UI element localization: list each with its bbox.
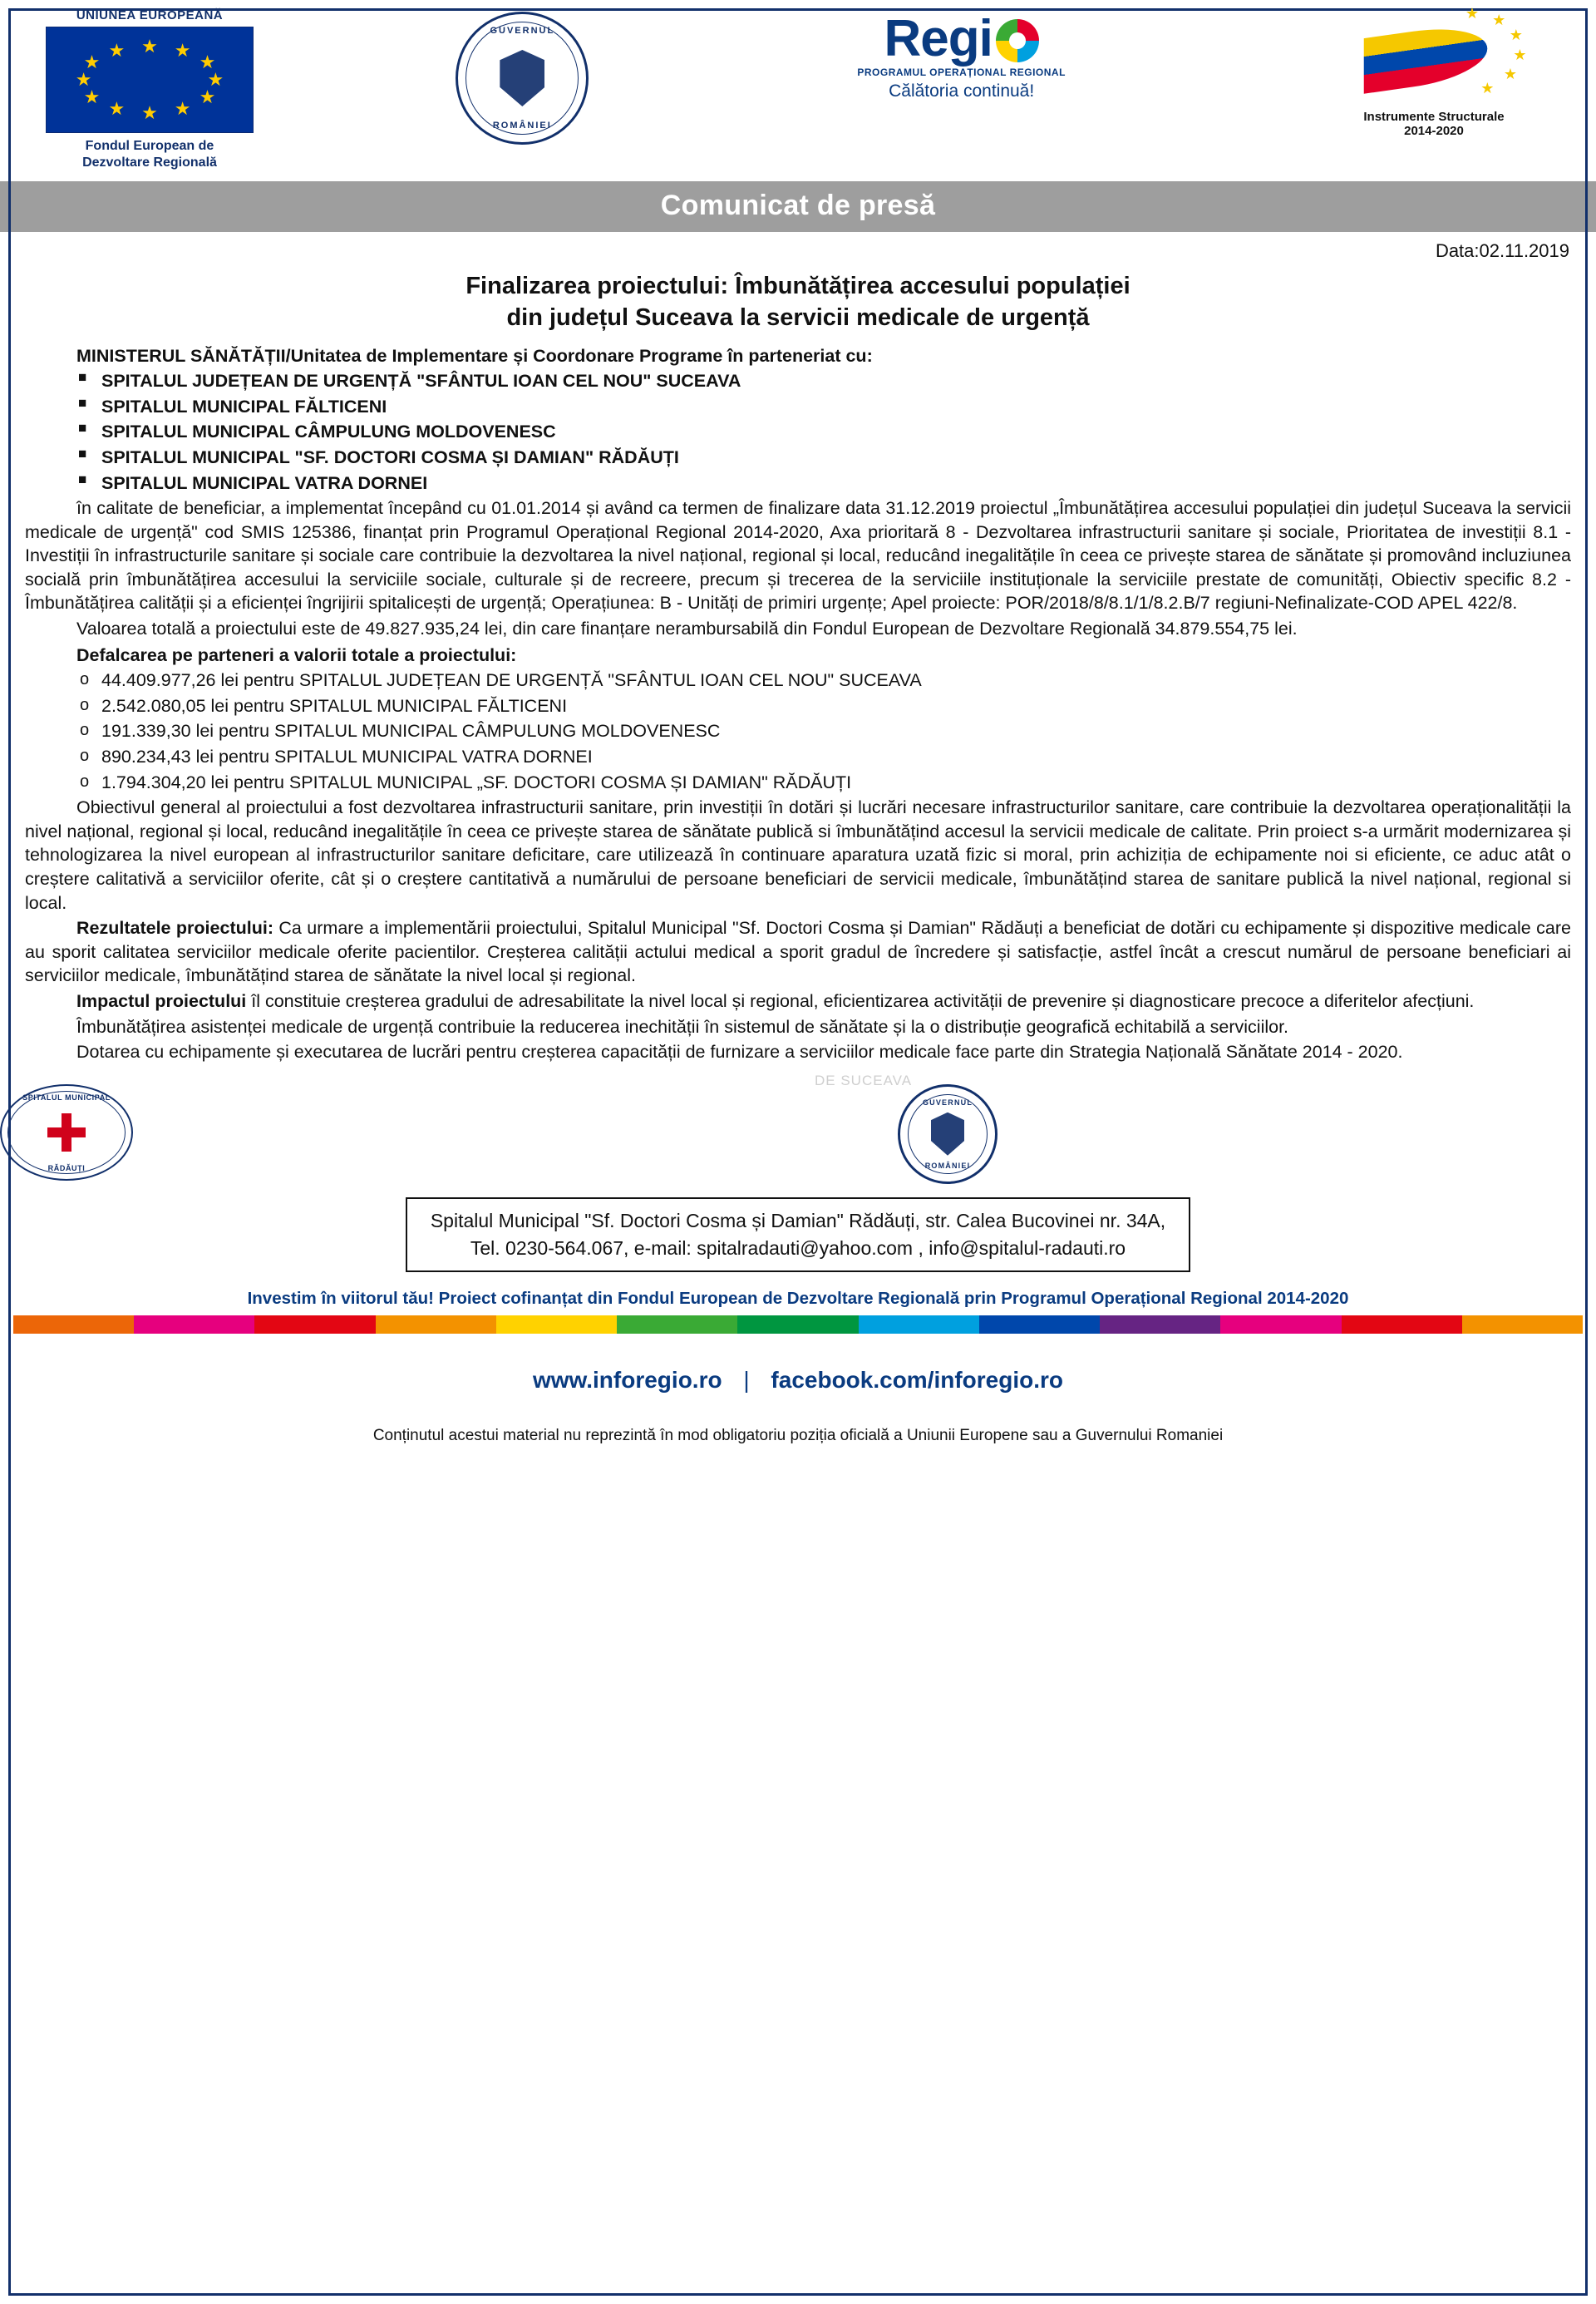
page-title-line2: din județul Suceava la servicii medicale de urgență xyxy=(506,304,1090,332)
contact-box xyxy=(406,1197,1190,1273)
contact-phone-email: Tel. 0230-564.067, e-mail: spitalradauti@yahoo.com , info@spitalul-radauti.ro xyxy=(470,1237,1126,1260)
impact-label: Impactul proiectului xyxy=(76,990,247,1011)
partner-list xyxy=(25,369,1571,495)
structural-instruments-line1: Instrumente Structurale xyxy=(1363,110,1505,124)
paragraph-project-description: în calitate de beneficiar, a implementat începând cu 01.01.2014 și având ca termen de finalizare data 31.12.2019 proiectul „Îmbunătățirea accesului populației din județul Suceava la servicii medicale de urgență" cod SMIS 125386, finanțat prin Programul Operațional Regional 2014-2020, Axa prioritară 8 - Dezvoltarea infrastructurii sanitare și sociale, Prioritatea de investiții 8.1 - Investiții în infrastructurile sanitare și sociale care contribuie la dezvoltarea la nivel național, regional și local, reducând inegalitățile în ceea ce privește starea de sănătate și promovând incluziunea socială prin îmbunătățirea accesului la serviciile sociale, culturale și de recreere, precum și trecerea de la serviciile instituționale la serviciile prestate de comunități, Obiectiv specific 8.2 - Îmbunătățirea calității și a eficienței îngrijirii spitalicești de urgență; Operațiunea: B - Unități de primiri urgențe; Apel proiecte: POR/2018/8/8.1/1/8.2.B/7 regiuni-Nefinalizate-COD APEL 422/8. xyxy=(25,498,1571,614)
footer-government-seal-top-text: GUVERNUL xyxy=(922,1098,973,1107)
regio-logo xyxy=(771,8,1153,101)
breakdown-heading: Defalcarea pe parteneri a valorii totale a proiectului: xyxy=(76,644,517,665)
structural-instruments-line2: 2014-2020 xyxy=(1404,124,1464,138)
list-item: ■ SPITALUL JUDEȚEAN DE URGENȚĂ "SFÂNTUL IOAN CEL NOU" SUCEAVA xyxy=(76,369,1571,393)
government-seal-icon xyxy=(456,12,589,145)
regio-color-wheel-icon xyxy=(996,19,1039,62)
paragraph-total-value: Valoarea totală a proiectului este de 49.827.935,24 lei, din care finanțare nerambursabilă din Fondul European de Dezvoltare Regională 34.879.554,75 lei. xyxy=(76,619,1298,639)
page-title xyxy=(0,265,1596,344)
footer-romanian-crest-icon xyxy=(931,1113,964,1156)
document-body xyxy=(0,344,1596,1064)
list-item: o 890.234,43 lei pentru SPITALUL MUNICIPAL VATRA DORNEI xyxy=(76,745,1571,769)
list-item: ■ SPITALUL MUNICIPAL VATRA DORNEI xyxy=(76,471,1571,496)
beneficiary-lead: MINISTERUL SĂNĂTĂȚII/Unitatea de Implementare și Coordonare Programe în parteneriat cu: xyxy=(76,345,873,366)
eu-flag-icon: ★ ★ ★ ★ ★ ★ ★ ★ ★ ★ ★ ★ xyxy=(46,27,254,133)
footer-government-seal-bottom-text: ROMÂNIEI xyxy=(924,1161,971,1170)
hospital-seal-icon xyxy=(0,1084,133,1181)
hospital-seal-bottom-text: RĂDĂUȚI xyxy=(47,1163,86,1172)
government-logo xyxy=(418,8,626,145)
inforegio-website-link[interactable]: www.inforegio.ro xyxy=(532,1367,722,1394)
date-label: Data:02.11.2019 xyxy=(1435,240,1569,261)
paragraph-general-objective: Obiectivul general al proiectului a fost dezvoltarea infrastructurii sanitare, prin investiții în dotări și lucrări necesare infrastructurilor sanitare, care contribuie la dezvoltarea operaționalității la nivel național, regional și local, reducând inegalitățile în ceea ce privește starea de sănătate publică si îmbunătățind accesul la servicii medicale de calitate. Prin proiect s-a urmărit modernizarea și tehnologizarea la nivel european al infrastructurilor sanitare deficitare, care utilizează în continuare aparatura uzată fizic si moral, prin achiziția de echipamente noi si eficiente, ce aduc atât o creștere calitativă a serviciilor oferite, cât și o creștere cantitativă a numărului de persoane beneficiari de servicii medicale, îmbunătățind starea de sanitare publică la nivel național, regional si local. xyxy=(25,797,1571,913)
eu-logo xyxy=(25,8,274,171)
eu-logo-subtitle-line1: Fondul European de xyxy=(85,139,214,153)
list-item: o 2.542.080,05 lei pentru SPITALUL MUNICIPAL FĂLTICENI xyxy=(76,694,1571,718)
inforegio-facebook-link[interactable]: facebook.com/inforegio.ro xyxy=(771,1367,1064,1394)
regio-wordmark: Regi xyxy=(884,10,993,67)
page-title-line1: Finalizarea proiectului: Îmbunătățirea accesului populației xyxy=(466,273,1130,299)
impact-text: îl constituie creșterea gradului de adresabilitate la nivel local și regional, eficientizarea activității de prevenire și diagnosticare precoce a diferitelor afecțiuni. xyxy=(246,990,1475,1011)
footer-logo-row xyxy=(0,1066,1596,1192)
footer-links xyxy=(0,1334,1596,1415)
list-item: o 44.409.977,26 lei pentru SPITALUL JUDEȚEAN DE URGENȚĂ "SFÂNTUL IOAN CEL NOU" SUCEAVA xyxy=(76,669,1571,693)
structural-instruments-logo xyxy=(1297,5,1571,138)
eu-logo-subtitle-line2: Dezvoltare Regională xyxy=(82,155,217,170)
structural-instruments-graphic-icon: ★ ★ ★ ★ ★ ★ xyxy=(1338,8,1530,108)
paragraph-results xyxy=(25,916,1571,988)
links-separator: | xyxy=(743,1367,750,1394)
paragraph-emergency-care: Îmbunătățirea asistenței medicale de urgență contribuie la reducerea inechității în sistemul de sănătate și la o distribuție geografică echitabilă a serviciilor. xyxy=(76,1016,1289,1037)
results-text: Ca urmare a implementării proiectului, Spitalul Municipal "Sf. Doctori Cosma și Damian" Rădăuți a beneficiat de dotări cu echipamente și dispozitive medicale care au sporit calitatea serviciilor medicale oferite pacientilor. Creșterea calității actului medical a sporit gradul de încredere și satisfacție, astfel încât a crescut numărul de persoane beneficiari ai serviciilor medicale, îmbunătățind starea de sănătate la nivel local și regional. xyxy=(25,918,1571,986)
header-logo-row xyxy=(0,0,1596,181)
list-item: o 191.339,30 lei pentru SPITALUL MUNICIPAL CÂMPULUNG MOLDOVENESC xyxy=(76,719,1571,743)
romanian-crest-icon xyxy=(500,50,544,106)
list-item: ■ SPITALUL MUNICIPAL CÂMPULUNG MOLDOVENESC xyxy=(76,420,1571,444)
regio-tagline: Călătoria continuă! xyxy=(889,81,1035,101)
hospital-seal-top-text: SPITALUL MUNICIPAL xyxy=(22,1093,111,1102)
disclaimer-text: Conținutul acestui material nu reprezintă în mod obligatoriu poziția oficială a Uniunii Europene sau a Guvernului Romaniei xyxy=(372,1427,1224,1445)
eu-logo-title: UNIUNEA EUROPEANĂ xyxy=(76,8,224,22)
background-watermark: DE SUCEAVA xyxy=(815,1073,913,1088)
rainbow-divider xyxy=(13,1315,1583,1334)
government-seal-bottom-text: ROMÂNIEI xyxy=(492,121,552,131)
list-item: ■ SPITALUL MUNICIPAL "SF. DOCTORI COSMA ȘI DAMIAN" RĂDĂUȚI xyxy=(76,446,1571,470)
regio-program-label: PROGRAMUL OPERAȚIONAL REGIONAL xyxy=(857,67,1066,78)
list-item: o 1.794.304,20 lei pentru SPITALUL MUNICIPAL „SF. DOCTORI COSMA ȘI DAMIAN" RĂDĂUȚI xyxy=(76,771,1571,795)
medical-cross-icon xyxy=(47,1113,86,1152)
paragraph-strategy: Dotarea cu echipamente și executarea de lucrări pentru creșterea capacității de furnizare a serviciilor medicale face parte din Strategia Națională Sănătate 2014 - 2020. xyxy=(76,1042,1403,1063)
investment-slogan: Investim în viitorul tău! Proiect cofinanțat din Fondul European de Dezvoltare Regională prin Programul Operațional Regional 2014-2020 xyxy=(247,1289,1349,1309)
list-item: ■ SPITALUL MUNICIPAL FĂLTICENI xyxy=(76,395,1571,419)
press-release-banner: Comunicat de presă xyxy=(0,181,1596,232)
contact-section xyxy=(0,1192,1596,1285)
paragraph-impact xyxy=(25,989,1571,1014)
contact-address: Spitalul Municipal "Sf. Doctori Cosma și Damian" Rădăuți, str. Calea Bucovinei nr. 34A, xyxy=(430,1209,1166,1231)
government-seal-top-text: GUVERNUL xyxy=(490,26,555,36)
footer-government-seal-icon xyxy=(898,1084,998,1184)
breakdown-list xyxy=(25,669,1571,794)
results-label: Rezultatele proiectului: xyxy=(76,918,273,939)
